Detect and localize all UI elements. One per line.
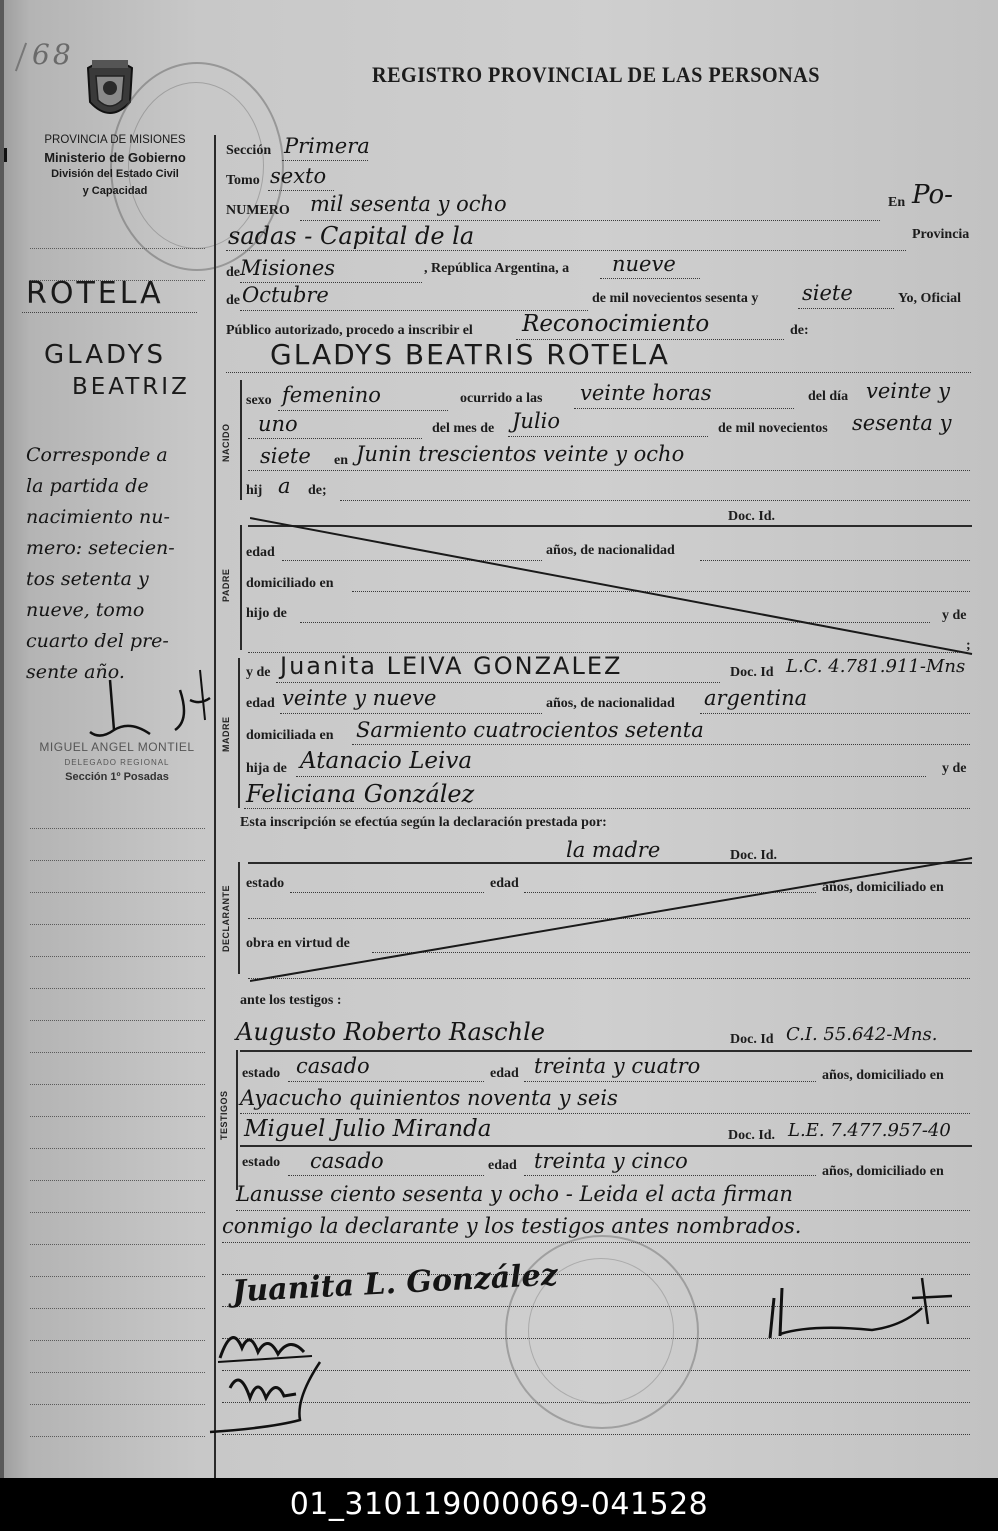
label-en-lugar: en <box>334 453 348 468</box>
label-estado-t1: estado <box>242 1066 281 1081</box>
field-hora: veinte horas <box>580 381 712 405</box>
label-de-prov: de <box>226 265 240 280</box>
label-tomo: Tomo <box>226 173 260 188</box>
label-mil-nov: de mil novecientos sesenta y <box>592 291 759 306</box>
label-doc-id-madre: Doc. Id <box>730 665 774 680</box>
label-edad-madre: edad <box>246 696 275 711</box>
delegate-stamp-role: DELEGADO REGIONAL <box>64 758 170 767</box>
field-dia: nueve <box>612 252 676 276</box>
field-provincia: Misiones <box>240 256 336 280</box>
testigo1-estado-line <box>288 1081 484 1082</box>
field-mes-nac: Julio <box>512 409 561 433</box>
field-numero: mil sesenta y ocho <box>310 192 507 216</box>
label-anos-nac-madre: años, de nacionalidad <box>546 696 675 711</box>
label-anos-dom-t1: años, domiciliado en <box>822 1068 944 1083</box>
hij-line <box>340 500 970 501</box>
label-obra: obra en virtud de <box>246 936 350 951</box>
field-testigo2-edad: treinta y cinco <box>534 1149 688 1173</box>
field-dia-nac-1: veinte y <box>866 379 950 403</box>
margin-note-line: Corresponde a <box>26 444 168 466</box>
margin-divider <box>214 135 216 1478</box>
field-lugar: Junin trescientos veinte y ocho <box>356 442 685 466</box>
delegate-stamp-section: Sección 1º Posadas <box>65 771 169 783</box>
field-madre-nombre: Juanita LEIVA GONZALEZ <box>280 652 623 680</box>
label-ocurrido: ocurrido a las <box>460 391 543 406</box>
signature-madre: Juanita L. González <box>231 1257 559 1310</box>
testigo2-estado-line <box>288 1175 484 1176</box>
label-hij: hij <box>246 483 263 498</box>
label-esta-insc: Esta inscripción se efectúa según la declaración prestada por: <box>240 815 607 830</box>
dia-nac-line <box>248 438 422 439</box>
label-anos-dom-decl: años, domiciliado en <box>822 880 944 895</box>
section-rule <box>238 658 240 808</box>
margin-surname: ROTELA <box>26 276 164 311</box>
nombre-line <box>226 372 971 373</box>
field-testigo1-estado: casado <box>296 1054 370 1078</box>
closing-line-1-rule <box>236 1210 970 1211</box>
folio-number: 68 <box>32 38 74 71</box>
closing-line-2: conmigo la declarante y los testigos antes nombrados. <box>222 1214 802 1238</box>
label-y-de-madre: y de <box>246 665 271 680</box>
field-anio-nac-2: siete <box>260 444 311 468</box>
field-nombre: GLADYS BEATRIS ROTELA <box>270 338 670 371</box>
label-del-mes: del mes de <box>432 421 495 436</box>
testigo1-dom-line <box>240 1113 970 1114</box>
label-nacido: NACIDO <box>221 423 231 462</box>
field-acto: Reconocimiento <box>522 311 710 337</box>
numero-line <box>300 220 880 221</box>
cancel-stroke-declarante <box>250 856 975 986</box>
label-doc-id-t1: Doc. Id <box>730 1032 774 1047</box>
issuer-division2: y Capacidad <box>82 185 148 197</box>
field-testigo1-dom: Ayacucho quinientos noventa y seis <box>240 1086 618 1110</box>
testigo1-line <box>240 1050 972 1052</box>
margin-note <box>26 440 175 688</box>
label-anos-dom-t2: años, domiciliado en <box>822 1164 944 1179</box>
label-de-semicolon: de; <box>308 483 327 498</box>
label-republica: , República Argentina, a <box>424 261 570 276</box>
signature-oficial <box>752 1268 972 1358</box>
issuer-block <box>10 132 220 200</box>
label-numero: NUMERO <box>226 203 290 218</box>
field-hij-suffix: a <box>278 474 291 498</box>
margin-note-line: cuarto del pre- <box>26 630 169 652</box>
label-anos-nac-padre: años, de nacionalidad <box>546 543 675 558</box>
label-madre: MADRE <box>221 716 231 752</box>
field-testigo2: Miguel Julio Miranda <box>244 1116 492 1142</box>
anio-line <box>798 308 894 309</box>
cancel-stroke-padre <box>250 516 975 656</box>
field-city-1: Po- <box>912 180 953 210</box>
lugar-line <box>248 470 970 471</box>
field-declarante: la madre <box>566 838 661 862</box>
image-id-footer: 01_310119000069-041528 <box>0 1478 998 1531</box>
issuer-ministry: Ministerio de Gobierno <box>44 150 186 165</box>
delegate-signature <box>40 660 220 750</box>
label-padre: PADRE <box>221 568 231 602</box>
issuer-marker <box>4 148 7 162</box>
issuer-province: PROVINCIA DE MISIONES <box>44 134 186 146</box>
madre-edad-line <box>280 713 542 714</box>
margin-surname-underline <box>22 312 197 313</box>
field-mes: Octubre <box>242 283 329 307</box>
label-dom-madre: domiciliada en <box>246 728 334 743</box>
margin-note-line: tos setenta y <box>26 568 149 590</box>
field-anio: siete <box>802 281 853 305</box>
section-rule <box>236 1050 238 1190</box>
madre-madre-line <box>244 808 970 809</box>
section-rule <box>240 380 242 500</box>
madre-dom-line <box>352 744 970 745</box>
sexo-line <box>278 410 448 411</box>
margin-note-line: mero: setecien- <box>26 537 175 559</box>
madre-nac-line <box>700 713 970 714</box>
field-seccion: Primera <box>284 134 370 158</box>
label-provincia: Provincia <box>912 227 970 242</box>
label-edad-padre: edad <box>246 545 275 560</box>
label-doc-id-t2: Doc. Id. <box>728 1128 776 1143</box>
label-del-dia: del día <box>808 389 849 404</box>
field-madre-doc: L.C. 4.781.911-Mns <box>786 656 966 677</box>
field-sexo: femenino <box>282 383 381 407</box>
field-madre-madre: Feliciana González <box>246 780 475 808</box>
label-estado-t2: estado <box>242 1155 281 1170</box>
section-rule <box>238 862 240 974</box>
city-line <box>226 250 906 251</box>
field-testigo1-doc: C.I. 55.642-Mns. <box>786 1024 938 1045</box>
delegate-stamp <box>12 740 222 785</box>
hora-line <box>574 408 794 409</box>
label-ante-testigos: ante los testigos : <box>240 993 342 1008</box>
section-rule <box>240 525 242 650</box>
label-declarante: DECLARANTE <box>221 885 231 952</box>
field-madre-dom: Sarmiento cuatrocientos setenta <box>356 718 704 742</box>
closing-line-1: Lanusse ciento sesenta y ocho - Leida el acta firman <box>236 1182 793 1206</box>
label-sexo: sexo <box>246 393 272 408</box>
field-testigo1: Augusto Roberto Raschle <box>236 1018 545 1046</box>
page-edge <box>0 0 4 1478</box>
label-estado-decl: estado <box>246 876 285 891</box>
margin-note-line: la partida de <box>26 475 149 497</box>
field-madre-edad: veinte y nueve <box>282 686 437 710</box>
label-edad-t2: edad <box>488 1158 517 1173</box>
margin-note-line: nueve, tomo <box>26 599 145 621</box>
label-y-de-padre: y de <box>942 608 967 623</box>
testigo1-edad-line <box>524 1081 816 1082</box>
margin-given-1: GLADYS <box>44 340 166 370</box>
madre-nombre-line <box>276 682 720 683</box>
label-hija-de: hija de <box>246 761 287 776</box>
field-testigo2-estado: casado <box>310 1149 384 1173</box>
delegate-stamp-name: MIGUEL ANGEL MONTIEL <box>39 740 195 754</box>
label-publico: Público autorizado, procedo a inscribir el <box>226 323 473 338</box>
label-yo-oficial: Yo, Oficial <box>898 291 961 306</box>
page-title: REGISTRO PROVINCIAL DE LAS PERSONAS <box>372 62 820 87</box>
field-madre-nac: argentina <box>704 686 808 710</box>
issuer-division: División del Estado Civil <box>51 168 179 180</box>
margin-given-2: BEATRIZ <box>72 374 190 400</box>
field-city-2: sadas - Capital de la <box>228 222 475 250</box>
label-y-de-madre2: y de <box>942 761 967 776</box>
field-dia-nac-2: uno <box>258 412 298 436</box>
seccion-line <box>282 160 368 161</box>
madre-padre-line <box>296 776 926 777</box>
label-de-mes: de <box>226 293 240 308</box>
label-doc-id-decl: Doc. Id. <box>730 848 778 863</box>
margin-note-line: sente año. <box>26 661 125 683</box>
field-tomo: sexto <box>270 164 327 188</box>
label-doc-id-padre: Doc. Id. <box>728 509 776 524</box>
dia-line <box>600 278 700 279</box>
tomo-line <box>268 190 334 191</box>
label-testigos: TESTIGOS <box>219 1090 229 1140</box>
field-testigo2-doc: L.E. 7.477.957-40 <box>788 1120 951 1141</box>
label-de-colon: de: <box>790 323 809 338</box>
field-anio-nac-1: sesenta y <box>852 411 952 435</box>
mes-nac-line <box>508 436 708 437</box>
field-testigo1-edad: treinta y cuatro <box>534 1054 701 1078</box>
testigo2-line <box>240 1145 972 1147</box>
label-en: En <box>888 195 906 210</box>
label-dom-padre: domiciliado en <box>246 576 334 591</box>
margin-note-line: nacimiento nu- <box>26 506 170 528</box>
label-semicolon-padre: ; <box>966 638 971 653</box>
label-mil-nov-nac: de mil novecientos <box>718 421 828 436</box>
label-hijo-de: hijo de <box>246 606 287 621</box>
testigo2-edad-line <box>524 1175 816 1176</box>
folio-slash <box>15 43 27 72</box>
label-seccion: Sección <box>226 143 272 158</box>
label-edad-decl: edad <box>490 876 519 891</box>
label-edad-t1: edad <box>490 1066 519 1081</box>
signature-testigo-2 <box>200 1358 350 1438</box>
field-madre-padre: Atanacio Leiva <box>300 748 473 774</box>
